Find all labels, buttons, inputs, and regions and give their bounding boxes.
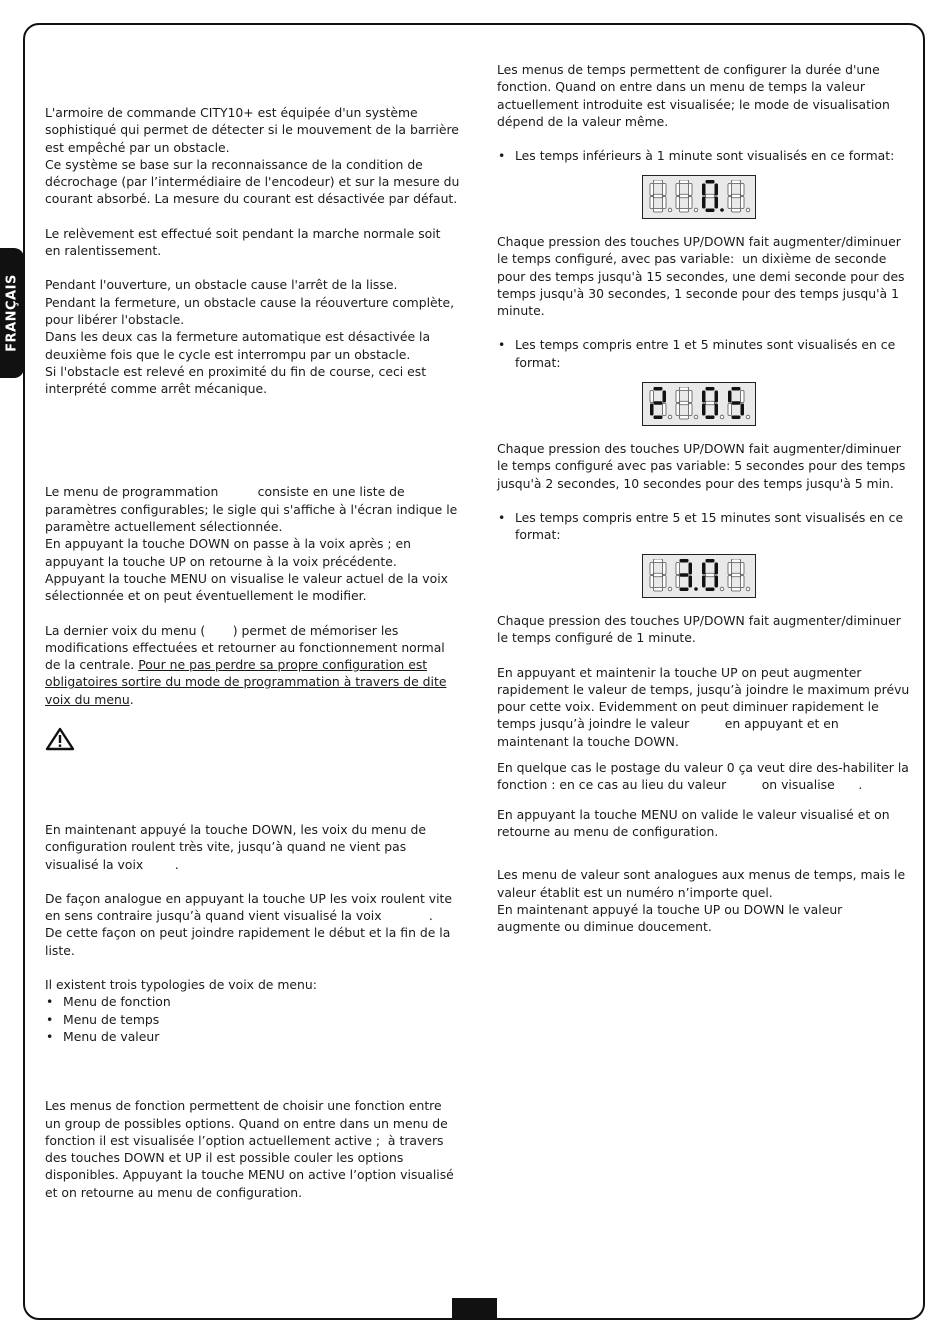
- lcd-dot: [694, 415, 698, 419]
- lcd-segment: [706, 573, 715, 577]
- lcd-segment: [654, 559, 663, 563]
- lcd-segment: [715, 404, 719, 416]
- lcd-segment: [741, 197, 745, 209]
- last-menu-item-text: [45, 622, 457, 708]
- lcd-segment: [680, 588, 689, 592]
- lcd-segment: [650, 184, 654, 196]
- text-line: minute.: [497, 303, 545, 319]
- list-item: • Menu de temps: [45, 1011, 457, 1028]
- lcd-segment: [654, 401, 663, 405]
- lcd-segment: [650, 563, 654, 575]
- lcd-segment: [663, 576, 667, 588]
- lcd-segment: [680, 559, 689, 563]
- text-line: fonction. Quand on entre dans un menu de temps la valeur: [497, 79, 866, 95]
- text-line: valeur établit est un numéro n’importe quel.: [497, 884, 773, 900]
- lcd-dot: [668, 208, 672, 212]
- text-line: pour des temps jusqu'à 15 secondes, une demi seconde pour des: [497, 268, 905, 284]
- lcd-segment: [676, 197, 680, 209]
- text-line: Pendant la fermeture, un obstacle cause la réouverture complète,: [45, 294, 455, 310]
- lcd-segment: [654, 194, 663, 198]
- text-line: un group de possibles options. Quand on entre dans un menu de: [45, 1115, 448, 1131]
- text-line: En appuyant la touche MENU on valide le valeur visualisé et on: [497, 806, 890, 822]
- lcd-segment: [676, 404, 680, 416]
- lcd-segment: [680, 209, 689, 213]
- text-line: L'armoire de commande CITY10+ est équipée d'un système: [45, 105, 418, 120]
- underlined-note-end: voix du menu: [45, 691, 130, 707]
- right-column-d: [497, 612, 910, 935]
- lcd-segment: [680, 401, 689, 405]
- left-column-lower: [45, 821, 457, 1201]
- text-line: Le relèvement est effectué soit pendant la marche normale soit: [45, 225, 441, 241]
- right-column: [497, 61, 907, 164]
- text-line: Le menu de programmation consiste en une liste de: [45, 484, 405, 500]
- lcd-segment: [702, 184, 706, 196]
- text-line: configuration roulent très vite, jusqu’à quand ne vient pas: [45, 839, 407, 855]
- function-menu-text: [45, 1097, 457, 1201]
- lcd-segment: [654, 588, 663, 592]
- lcd-segment: [689, 576, 693, 588]
- lcd-segment: [654, 209, 663, 213]
- lcd-segment: [676, 576, 680, 588]
- list-item: • Menu de fonction: [45, 993, 457, 1010]
- lcd-segment: [741, 391, 745, 403]
- lcd-segment: [654, 416, 663, 420]
- lcd-segment: [702, 576, 706, 588]
- text-line: modifications effectuées et retourner au fonctionnement normal: [45, 639, 445, 655]
- text-line: En appuyant la touche DOWN on passe à la voix après ; en: [45, 536, 411, 552]
- text-line: obligatoires sortire du mode de programmation à travers de dite: [45, 674, 447, 690]
- time-step-seconds: [497, 233, 907, 319]
- left-column: [45, 104, 460, 708]
- text-line: est empêché par un obstacle.: [45, 139, 230, 155]
- page-number-box: [452, 1298, 497, 1320]
- lcd-segment: [650, 576, 654, 588]
- lcd-dot: [746, 415, 750, 419]
- lcd-segment: [728, 576, 732, 588]
- lcd-dot: [720, 415, 724, 419]
- text-line: deuxième fois que le cycle est interrompu par un obstacle.: [45, 346, 411, 362]
- lcd-segment: [702, 563, 706, 575]
- lcd-segment: [706, 401, 715, 405]
- programming-menu-text: [45, 483, 457, 604]
- text-line: La dernier voix du menu ( ) permet de mémoriser les: [45, 622, 399, 638]
- lcd-segment: [663, 184, 667, 196]
- text-line: jusqu'à 2 secondes, 10 secondes pour des temps jusqu'à 5 min.: [497, 475, 894, 491]
- lcd-segment: [689, 184, 693, 196]
- lcd-segment: [676, 184, 680, 196]
- fast-scroll-down-text: [45, 821, 457, 873]
- lcd-dot: [668, 587, 672, 591]
- text-line: paramètres configurables; le sigle qui s'affiche à l'écran indique le: [45, 501, 458, 517]
- lcd-segment: [732, 401, 741, 405]
- text-line: fonction : en ce cas au lieu du valeur on visualise .: [497, 777, 863, 793]
- lcd-dot: [720, 587, 724, 591]
- text-line: retourne au menu de configuration.: [497, 823, 719, 839]
- time-menu-intro: [497, 61, 907, 130]
- obstacle-behaviour: [45, 276, 457, 397]
- lcd-segment: [706, 180, 715, 184]
- lcd-segment: [689, 563, 693, 575]
- lcd-segment: [702, 391, 706, 403]
- text-line: des touches DOWN et UP il est possible couler les options: [45, 1150, 404, 1166]
- time-step-minutes: [497, 440, 907, 492]
- text-line: pour cette voix. Evidemment on peut diminuer rapidement le: [497, 699, 879, 715]
- lcd-segment: [741, 563, 745, 575]
- lcd-segment: [706, 387, 715, 391]
- lcd-segment: [702, 197, 706, 209]
- detection-mode: [45, 225, 457, 260]
- text-line: sélectionnée et on peut éventuellement le modifier.: [45, 588, 367, 604]
- list-item: [497, 509, 907, 544]
- text-line: En maintenant appuyé la touche UP ou DOWN le valeur: [497, 901, 843, 917]
- text-line: rapidement le valeur de temps, jusqu’à joindre le maximum prévu: [497, 681, 910, 697]
- text-line: fonction il est visualisée l’option actuellement active ; à travers: [45, 1132, 444, 1148]
- text-line: visualisé la voix .: [45, 856, 179, 872]
- lcd-segment: [663, 404, 667, 416]
- lcd-segment: [732, 194, 741, 198]
- lcd-segment: [732, 588, 741, 592]
- lcd-segment: [706, 194, 715, 198]
- lcd-dot: [668, 415, 672, 419]
- text-line: actuellement introduite est visualisée; le mode de visualisation: [497, 96, 890, 112]
- lcd-segment: [741, 184, 745, 196]
- lcd-segment: [650, 391, 654, 403]
- lcd-segment: [676, 563, 680, 575]
- text-line: format:: [515, 354, 561, 370]
- text-span: de la centrale.: [45, 657, 139, 673]
- lcd-segment: [689, 197, 693, 209]
- text-line: De façon analogue en appuyant la touche UP les voix roulent vite: [45, 890, 453, 906]
- text-line: Ce système se base sur la reconnaissance de la condition de: [45, 156, 423, 172]
- text-line: • Les temps compris entre 5 et 15 minutes sont visualisés en ce: [515, 509, 904, 525]
- lcd-segment: [663, 563, 667, 575]
- lcd-segment: [650, 404, 654, 416]
- lcd-segment: [728, 391, 732, 403]
- time-step-long: [497, 612, 907, 647]
- text-line: En quelque cas le postage du valeur 0 ça veut dire des-habiliter la: [497, 760, 909, 776]
- text-line: En maintenant appuyé la touche DOWN, les voix du menu de: [45, 822, 426, 837]
- lcd-segment: [706, 588, 715, 592]
- value-menu-text: [497, 866, 907, 935]
- text-line: sophistiqué qui permet de détecter si le mouvement de la barrière: [45, 122, 459, 138]
- lcd-segment: [663, 391, 667, 403]
- text-line: Chaque pression des touches UP/DOWN fait augmenter/diminuer: [497, 441, 901, 456]
- text-line: Les menus de temps permettent de configurer la durée d'une: [497, 62, 880, 77]
- lcd-segment: [676, 391, 680, 403]
- lcd-segment: [728, 184, 732, 196]
- lcd-segment: [715, 563, 719, 575]
- text-line: dépend de la valeur même.: [497, 113, 669, 129]
- text-line: liste.: [45, 942, 75, 958]
- text-line: le temps configuré de 1 minute.: [497, 630, 696, 646]
- lcd-segment: [650, 197, 654, 209]
- text-line: le temps configuré, avec pas variable: un dixième de seconde: [497, 251, 887, 267]
- lcd-segment: [715, 184, 719, 196]
- underlined-note: Pour ne pas perdre sa propre configuration est: [138, 657, 428, 673]
- lcd-segment: [732, 573, 741, 577]
- lcd-segment: [706, 209, 715, 213]
- lcd-segment: [741, 404, 745, 416]
- lcd-dot: [746, 587, 750, 591]
- list-item: [497, 336, 907, 371]
- lcd-segment: [732, 559, 741, 563]
- lcd-segment: [732, 180, 741, 184]
- zero-value-text: [497, 759, 907, 794]
- fast-scroll-up-text: [45, 890, 457, 959]
- lcd-segment: [680, 194, 689, 198]
- lcd-minutes-5-15: [642, 554, 756, 598]
- lcd-segment: [728, 404, 732, 416]
- fast-increase-text: [497, 664, 910, 750]
- lcd-segment: [715, 197, 719, 209]
- text-line: en sens contraire jusqu’à quand vient visualisé la voix .: [45, 908, 433, 924]
- text-line: format:: [515, 527, 561, 543]
- lcd-segment: [732, 416, 741, 420]
- text-line: courant absorbé. La mesure du courant est désactivée par défaut.: [45, 191, 458, 207]
- text-line: Les menus de fonction permettent de choisir une fonction entre: [45, 1098, 442, 1114]
- text-line: Appuyant la touche MENU on visualise le valeur actuel de la voix: [45, 570, 448, 586]
- text-line: disponibles. Appuyant la touche MENU on active l’option visualisé: [45, 1167, 454, 1183]
- obstacle-intro: [45, 104, 460, 208]
- text-line: Si l'obstacle est relevé en proximité du fin de course, ceci est: [45, 363, 427, 379]
- text-line: maintenant la touche DOWN.: [497, 733, 679, 749]
- text-line: et on retourne au menu de configuration.: [45, 1184, 303, 1200]
- text-line: décrochage (par l’intermédiaire de l'encodeur) et sur la mesure du: [45, 174, 460, 190]
- lcd-segment: [702, 404, 706, 416]
- lcd-segment: [728, 197, 732, 209]
- lcd-segment: [680, 573, 689, 577]
- text-line: temps jusqu'à 30 secondes, 1 seconde pour des temps jusqu'à 1: [497, 285, 899, 301]
- lcd-segment: [732, 387, 741, 391]
- lcd-segment: [732, 209, 741, 213]
- right-column-b: [497, 233, 907, 371]
- lcd-segment: [715, 391, 719, 403]
- text-line: en ralentissement.: [45, 243, 162, 259]
- text-line: Les menu de valeur sont analogues aux menus de temps, mais le: [497, 867, 906, 883]
- lcd-dot: [720, 208, 724, 212]
- list-item: • Les temps inférieurs à 1 minute sont visualisés en ce format:: [497, 147, 907, 164]
- lcd-segment: [715, 576, 719, 588]
- lcd-dot: [694, 587, 698, 591]
- lcd-segment: [663, 197, 667, 209]
- warning-triangle-icon: [45, 727, 75, 751]
- menu-types-list: [45, 993, 457, 1045]
- lcd-segment: [680, 387, 689, 391]
- lcd-dot: [694, 208, 698, 212]
- text-line: temps jusqu’à joindre le valeur en appuyant et en: [497, 716, 839, 732]
- lcd-segment: [680, 180, 689, 184]
- language-tab: [0, 248, 24, 378]
- text-line: interprété comme arrêt mécanique.: [45, 381, 268, 397]
- text-line: • Les temps compris entre 1 et 5 minutes sont visualisés en ce: [515, 337, 896, 353]
- text-span: .: [129, 691, 134, 707]
- text-line: augmente ou diminue doucement.: [497, 919, 712, 935]
- lcd-minutes-1-5: [642, 382, 756, 426]
- lcd-segment: [654, 387, 663, 391]
- lcd-segment: [706, 559, 715, 563]
- menu-types-intro: Il existent trois typologies de voix de menu:: [45, 977, 317, 993]
- text-line: appuyant la touche UP on retourne à la voix précédente.: [45, 553, 397, 569]
- right-column-c: [497, 440, 907, 543]
- lcd-segment: [706, 416, 715, 420]
- lcd-segment: [654, 180, 663, 184]
- text-line: Chaque pression des touches UP/DOWN fait augmenter/diminuer: [497, 234, 901, 249]
- lcd-segment: [689, 391, 693, 403]
- text-line: Dans les deux cas la fermeture automatique est désactivée la: [45, 329, 431, 345]
- lcd-segment: [654, 573, 663, 577]
- text-line: pour libérer l'obstacle.: [45, 311, 185, 327]
- lcd-segment: [689, 404, 693, 416]
- lcd-segment: [728, 563, 732, 575]
- text-line: De cette façon on peut joindre rapidement le début et la fin de la: [45, 925, 451, 941]
- lcd-seconds: [642, 175, 756, 219]
- lcd-dot: [746, 208, 750, 212]
- text-line: Chaque pression des touches UP/DOWN fait augmenter/diminuer: [497, 613, 901, 628]
- language-tab-label: FRANÇAIS: [4, 274, 20, 352]
- text-line: En appuyant et maintenir la touche UP on peut augmenter: [497, 664, 862, 680]
- validate-text: [497, 806, 907, 841]
- text-line: Pendant l'ouverture, un obstacle cause l'arrêt de la lisse.: [45, 277, 398, 293]
- lcd-segment: [680, 416, 689, 420]
- text-line: paramètre actuellement sélectionnée.: [45, 519, 283, 535]
- list-item: • Menu de valeur: [45, 1028, 457, 1045]
- text-line: le temps configuré avec pas variable: 5 secondes pour des temps: [497, 458, 906, 474]
- lcd-segment: [741, 576, 745, 588]
